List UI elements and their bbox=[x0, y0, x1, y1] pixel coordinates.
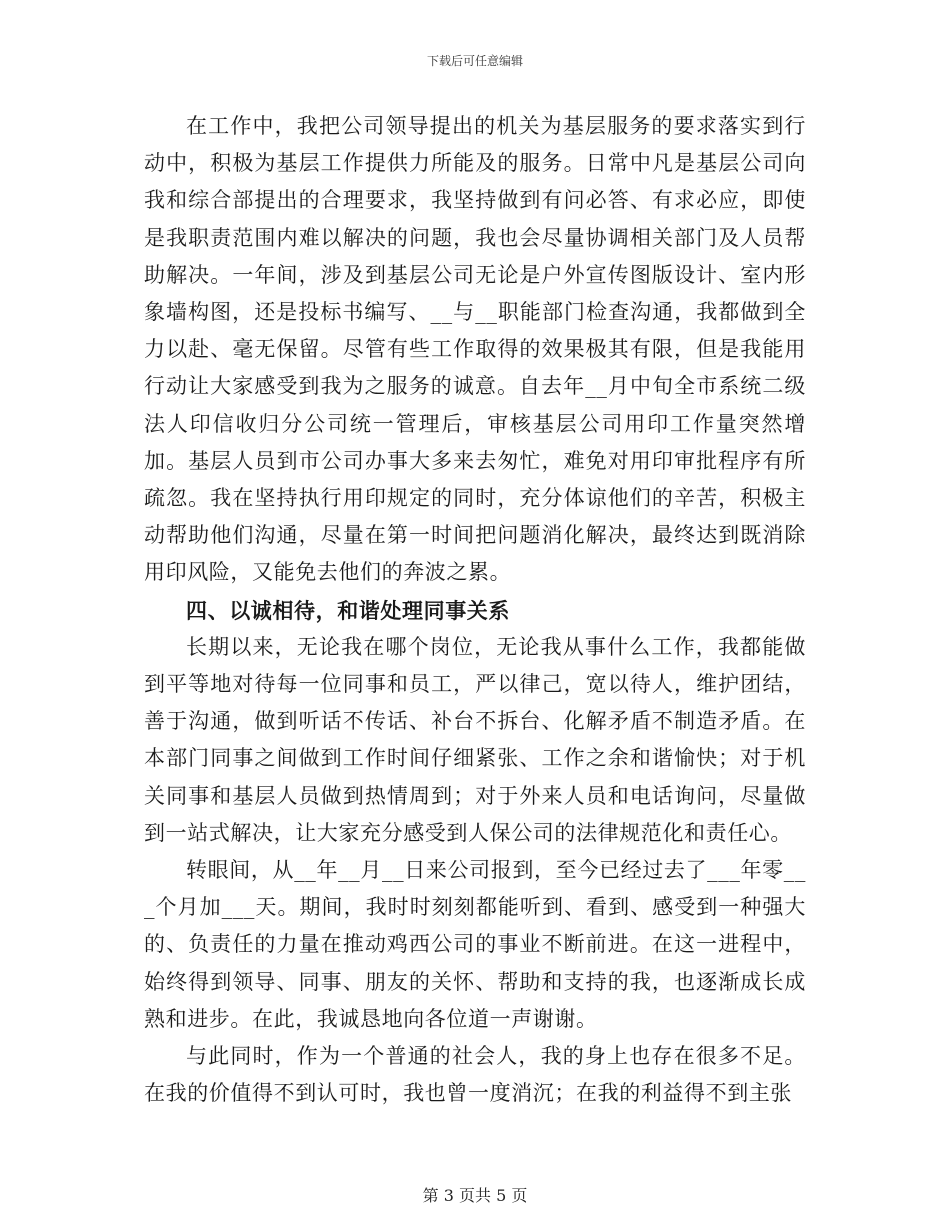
page-footer: 第 3 页共 5 页 bbox=[422, 1186, 528, 1205]
page-header: 下载后可任意编辑 bbox=[426, 54, 523, 68]
body-paragraph-tenure: 转眼间，从__年__月__日来公司报到，至今已经过去了___年零___个月加___天。期间，我时时刻刻都能听到、看到、感受到一种强大的、负责任的力量在推动鸡西公司的事业不断前进。在这一进程中，始终得到领导、同事、朋友的关怀、帮助和支持的我，也逐渐成长成熟和进步。在此，我诚恳地向各位道一声谢谢。 bbox=[144, 858, 806, 1031]
section-heading: 四、以诚相待，和谐处理同事关系 bbox=[186, 597, 510, 623]
document-body bbox=[144, 108, 806, 1112]
body-paragraph-colleagues: 长期以来，无论我在哪个岗位，无论我从事什么工作，我都能做到平等地对待每一位同事和员工，严以律己，宽以待人，维护团结，善于沟通，做到听话不传话、补台不拆台、化解矛盾不制造矛盾。在本部门同事之间做到工作时间仔细紧张、工作之余和谐愉快；对于机关同事和基层人员做到热情周到；对于外来人员和电话询问，尽量做到一站式解决，让大家充分感受到人保公司的法律规范化和责任心。 bbox=[144, 634, 806, 845]
body-paragraph-shortcomings: 与此同时，作为一个普通的社会人，我的身上也存在很多不足。在我的价值得不到认可时，我也曾一度消沉；在我的利益得不到主张 bbox=[144, 1044, 806, 1106]
body-paragraph-service: 在工作中，我把公司领导提出的机关为基层服务的要求落实到行动中，积极为基层工作提供力所能及的服务。日常中凡是基层公司向我和综合部提出的合理要求，我坚持做到有问必答、有求必应，即使是我职责范围内难以解决的问题，我也会尽量协调相关部门及人员帮助解决。一年间，涉及到基层公司无论是户外宣传图版设计、室内形象墙构图，还是投标书编写、__与__职能部门检查沟通，我都做到全力以赴、毫无保留。尽管有些工作取得的效果极其有限，但是我能用行动让大家感受到我为之服务的诚意。自去年__月中旬全市系统二级法人印信收归分公司统一管理后，审核基层公司用印工作量突然增加。基层人员到市公司办事大多来去匆忙，难免对用印审批程序有所疏忽。我在坚持执行用印规定的同时，充分体谅他们的辛苦，积极主动帮助他们沟通，尽量在第一时间把问题消化解决，最终达到既消除用印风险，又能免去他们的奔波之累。 bbox=[144, 114, 806, 585]
